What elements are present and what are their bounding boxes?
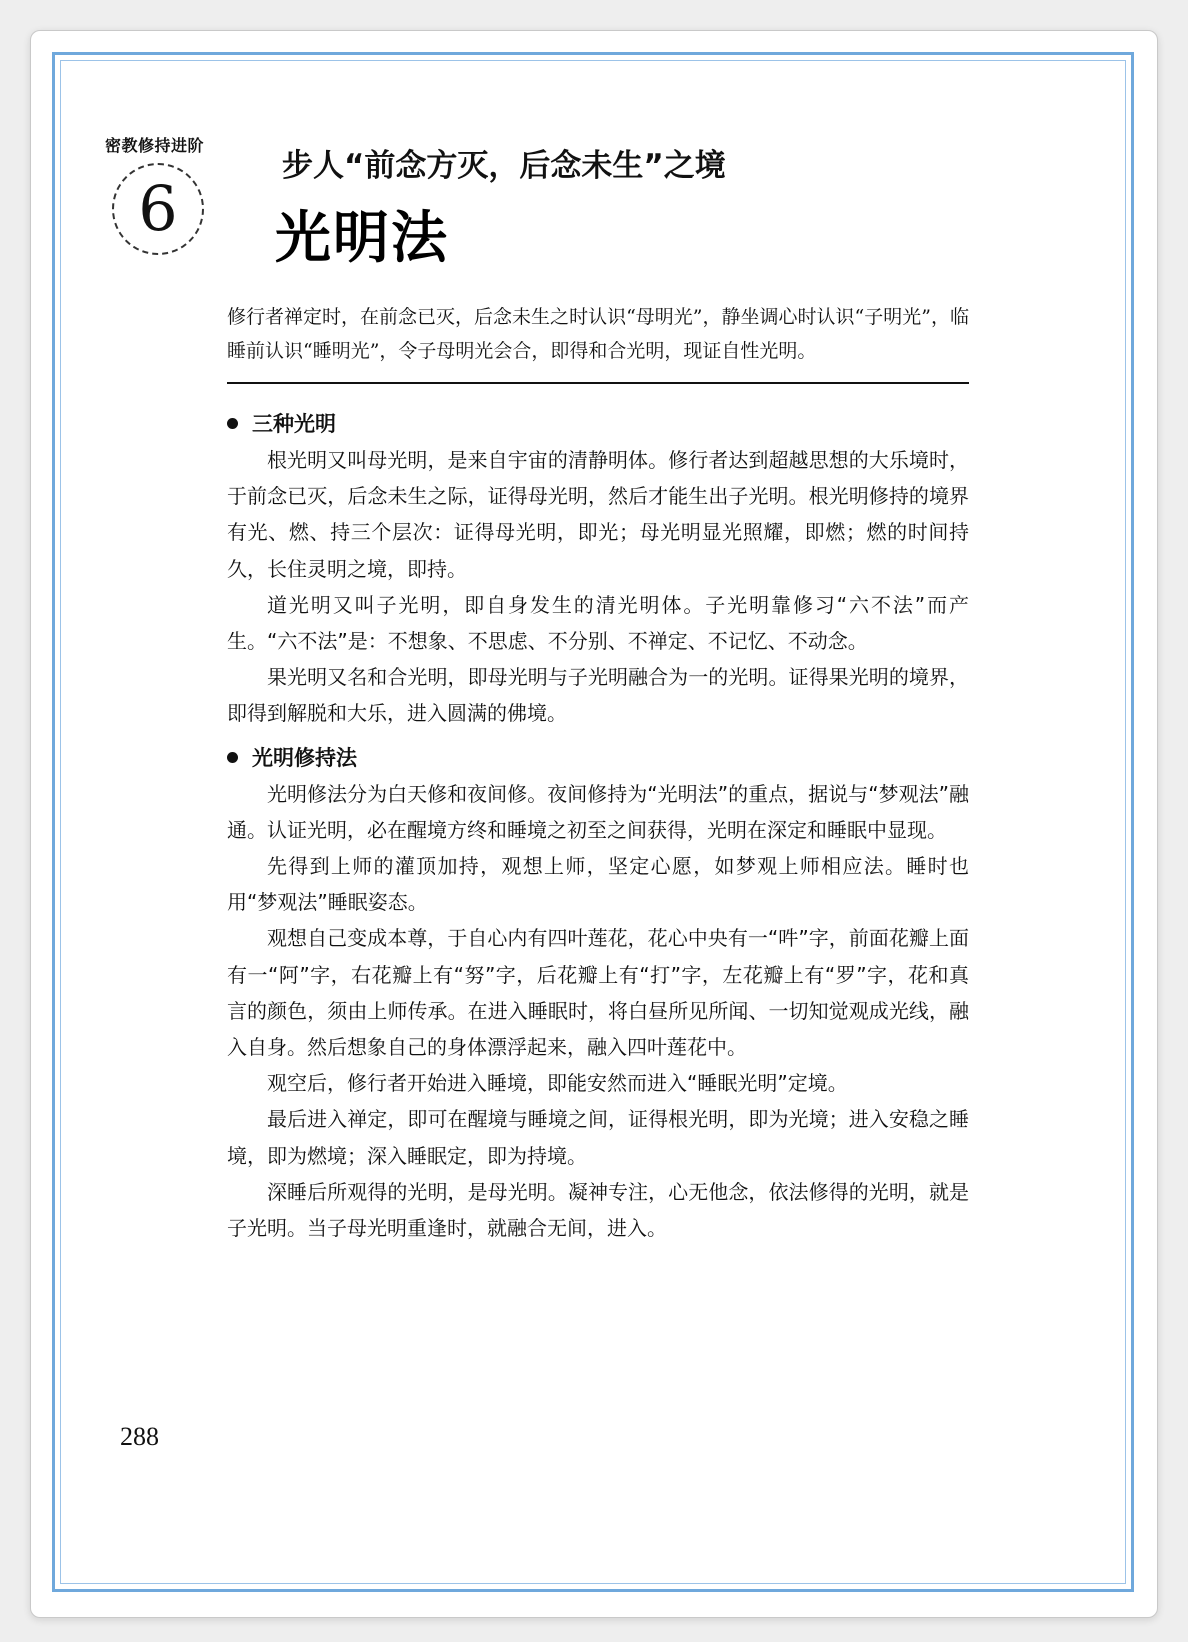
page-number: 288	[120, 1422, 159, 1451]
bullet-icon	[227, 418, 238, 429]
body-paragraph: 先得到上师的灌顶加持，观想上师，坚定心愿，如梦观上师相应法。睡时也用“梦观法”睡眠姿态。	[227, 854, 969, 915]
body-paragraph: 深睡后所观得的光明，是母光明。凝神专注，心无他念，依法修得的光明，就是子光明。当子母光明重逢时，就融合无间，进入。	[227, 1179, 969, 1241]
chapter-title: 光明法	[275, 206, 449, 271]
series-label: 密教修持进阶	[105, 136, 205, 155]
bullet-icon	[227, 752, 238, 763]
section-heading-text: 三种光明	[252, 412, 336, 436]
chapter-subtitle: 步人“前念方灭，后念未生”之境	[282, 148, 726, 184]
section-heading	[227, 740, 969, 776]
section-heading	[227, 406, 969, 442]
body-paragraph: 最后进入禅定，即可在醒境与睡境之间，证得根光明，即为光境；进入安稳之睡境，即为燃境；深入睡眠定，即为持境。	[227, 1107, 969, 1168]
body-paragraph: 果光明又名和合光明，即母光明与子光明融合为一的光明。证得果光明的境界，即得到解脱和大乐，进入圆满的佛境。	[227, 665, 969, 726]
divider-line	[227, 382, 969, 384]
body-paragraph: 光明修法分为白天修和夜间修。夜间修持为“光明法”的重点，据说与“梦观法”融通。认证光明，必在醒境方终和睡境之初至之间获得，光明在深定和睡眠中显现。	[227, 781, 969, 842]
body-paragraph: 观想自己变成本尊，于自心内有四叶莲花，花心中央有一“吽”字，前面花瓣上面有一“阿”字，右花瓣上有“努”字，后花瓣上有“打”字，左花瓣上有“罗”字，花和真言的颜色，须由上师传承。在进入睡眠时，将白昼所见所闻、一切知觉观成光线，融入自身。然后想象自己的身体漂浮起来，融入四叶莲花中。	[227, 926, 969, 1060]
section-heading-text: 光明修持法	[252, 745, 357, 770]
body-paragraph: 观空后，修行者开始进入睡境，即能安然而进入“睡眠光明”定境。	[267, 1071, 848, 1096]
body-paragraph: 道光明又叫子光明，即自身发生的清光明体。子光明靠修习“六不法”而产生。“六不法”是：不想象、不思虑、不分别、不禅定、不记忆、不动念。	[227, 592, 969, 654]
body-paragraph: 根光明又叫母光明，是来自宇宙的清静明体。修行者达到超越思想的大乐境时，于前念已灭，后念未生之际，证得母光明，然后才能生出子光明。根光明修持的境界有光、燃、持三个层次：证得母光明，即光；母光明显光照耀，即燃；燃的时间持久，长住灵明之境，即持。	[227, 448, 969, 581]
intro-paragraph: 修行者禅定时，在前念已灭，后念未生之时认识“母明光”，静坐调心时认识“子明光”，临睡前认识“睡明光”，令子母明光会合，即得和合光明，现证自性光明。	[227, 306, 969, 362]
chapter-number-badge: 6	[112, 163, 204, 255]
article-body	[227, 406, 969, 1246]
